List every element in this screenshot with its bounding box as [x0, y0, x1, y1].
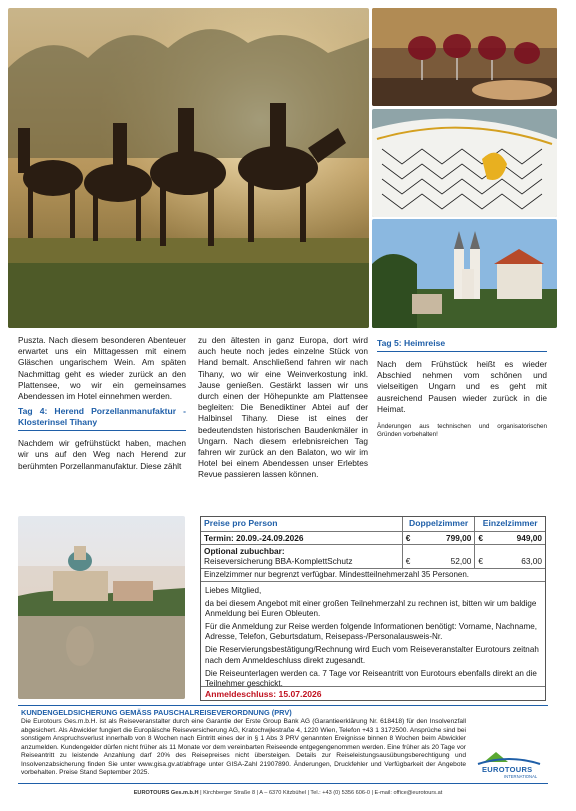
termin-single-price: 949,00: [516, 533, 542, 543]
letter-paragraph-2: Für die Anmeldung zur Reise werden folgende Informationen benötigt: Vorname, Nachname, Adresse, Telefon, Geburtsdatum, Reisepass-/Personalausweis-Nr.: [205, 622, 538, 642]
photo-tihany-abbey: [372, 219, 557, 328]
price-table: [200, 516, 546, 701]
paragraph-return: Nach dem Frühstück heißt es wieder Abschied nehmen vom schönen und vielseitigen Ungarn und es geht mit ausreichend Pausen wieder zurück in die Heimat.: [377, 359, 547, 414]
currency-symbol: €: [405, 533, 411, 543]
letter-paragraph-1: da bei diesem Angebot mit einer großen Teilnehmerzahl zu rechnen ist, bitten wir um baldige Anmeldung bei Euren Obleuten.: [205, 599, 537, 619]
paragraph-puszta: Puszta. Nach diesem besonderen Abenteuer erwartet uns ein Mittagessen mit einem Gläschen ungarischem Wein. Am späten Nachmittag geht es wieder zurück an den Plattensee, wo wir ein gemeinsames Abendessen im Hotel einnehmen werden.: [18, 335, 186, 402]
price-header-double: Doppelzimmer: [403, 517, 476, 531]
photo-puszta-horsemen: [8, 8, 369, 328]
optional-single-price: 63,00: [521, 556, 542, 566]
page-footer: [0, 790, 576, 796]
currency-symbol: €: [478, 533, 484, 543]
day5-heading: Tag 5: Heimreise: [377, 338, 547, 352]
footer-company: EUROTOURS Ges.m.b.H: [133, 790, 199, 796]
logo-sub: INTERNATIONAL: [504, 774, 538, 779]
price-header-single: Einzelzimmer: [482, 518, 538, 528]
currency-symbol: €: [405, 556, 411, 566]
paragraph-herend: Nachdem wir gefrühstückt haben, machen wir uns auf den Weg nach Herend zur berühmten Porzellanmanufaktur. Diese zählt: [18, 438, 186, 471]
member-letter: [201, 582, 545, 686]
photo-herend-porcelain: [372, 109, 557, 217]
text-column-right: [377, 335, 547, 440]
currency-symbol: €: [478, 556, 484, 566]
text-column-left: [18, 335, 186, 476]
optional-double-price: 52,00: [450, 556, 472, 566]
optional-label: Optional zubuchbar:: [204, 546, 285, 556]
price-header-label: Preise pro Person: [201, 517, 403, 531]
availability-note: Einzelzimmer nur begrenzt verfügbar. Mindestteilnehmerzahl 35 Personen.: [201, 569, 545, 582]
photo-basilica-river: [18, 516, 185, 699]
letter-paragraph-3: Die Reservierungsbestätigung/Rechnung wird Euch vom Reiseveranstalter Eurotours zeitnah nach dem Anmeldeschluss direkt zugesandt.: [205, 645, 539, 665]
optional-item: Reiseversicherung BBA-KomplettSchutz: [204, 556, 353, 566]
footer-address: | Kirchberger Straße 8 | A – 6370 Kitzbühel | Tel.: +43 (0) 5356 606-0 | E-mail: office@eurotours.at: [200, 790, 443, 796]
price-row-optional: [201, 545, 545, 569]
registration-deadline: Anmeldeschluss: 15.07.2026: [201, 686, 545, 702]
protection-text: Die Eurotours Ges.m.b.H. ist als Reiseveranstalter durch eine Garantie der Erste Group Bank AG (Garantieerklärung Nr. 618418) für den Insolvenzfall abgesichert. Als Abwickler fungiert die Europäische Reiseversicherung AG, Kratochwjlestraße 4, 1220 Wien, Telefon +43 1 3172500. Ansprüche sind bei sonstigem Anspruchsverlust innerhalb von 8 Wochen nach Eintritt eines der in § 1 Abs 3 PRV genannten Ereignisse binnen 8 Wochen beim Abwickler anzumelden. Kundengelder dürfen nicht früher als 11 Monate vor dem vereinbarten Reiseende entgegengenommen werden. Eine früher als 20 Tage vor Reiseantritt zu leistende Anzahlung darf 20% des Reisepreises nicht übersteigen. Details zur Reiseleistungsausübungsberechtigung und Insolvenzabsicherung finden Sie unter www.gisa.gv.at/abfrage unter GISA-Zahl 21907890. Änderungen, Druckfehler und Verfügbarkeit der Angebote vorbehalten. Preise Stand September 2025.: [21, 718, 466, 776]
paragraph-tihany: zu den ältesten in ganz Europa, dort wird auch heute noch jedes einzelne Stück von Hand bemalt. Anschließend fahren wir nach Tihany, wo wir eine Weinverkostung inkl. Jause genießen. Gestärkt lassen wir uns durch einen der Höhepunkte am Plattensee begleiten: Die Benediktiner Abtei auf der Halbinsel Tihany. Diese ist eines der bedeutendsten historischen Baudenkmäler in Ungarn. Nach diesem erlebnisreichen Tag fahren wir zurück an den Balaton, wo wir im Hotel bei einem Abendessen unser Erlebtes Revue passieren lassen können.: [198, 335, 368, 480]
termin-double-price: 799,00: [446, 533, 472, 543]
protection-title: KUNDENGELDSICHERUNG GEMÄSS PAUSCHALREISEVERORDNUNG (PRV): [21, 708, 292, 717]
photo-wine-glasses: [372, 8, 557, 106]
customer-money-protection: [18, 705, 548, 784]
text-column-middle: [198, 335, 368, 485]
letter-greeting: Liebes Mitglied,: [205, 586, 262, 595]
logo-name: EUROTOURS: [482, 765, 533, 774]
price-row-termin: [201, 532, 545, 545]
eurotours-logo: [474, 750, 544, 780]
day4-heading: Tag 4: Herend Porzellanmanufaktur - Klosterinsel Tihany: [18, 406, 186, 431]
letter-paragraph-4: Die Reiseunterlagen werden ca. 7 Tage vor Reiseantritt von Eurotours ebenfalls direkt an die Teilnehmer geschickt.: [205, 668, 537, 688]
changes-note: Änderungen aus technischen und organisatorischen Gründen vorbehalten!: [377, 423, 547, 439]
price-header-row: [201, 517, 545, 532]
termin-label: Termin: 20.09.-24.09.2026: [201, 532, 403, 544]
